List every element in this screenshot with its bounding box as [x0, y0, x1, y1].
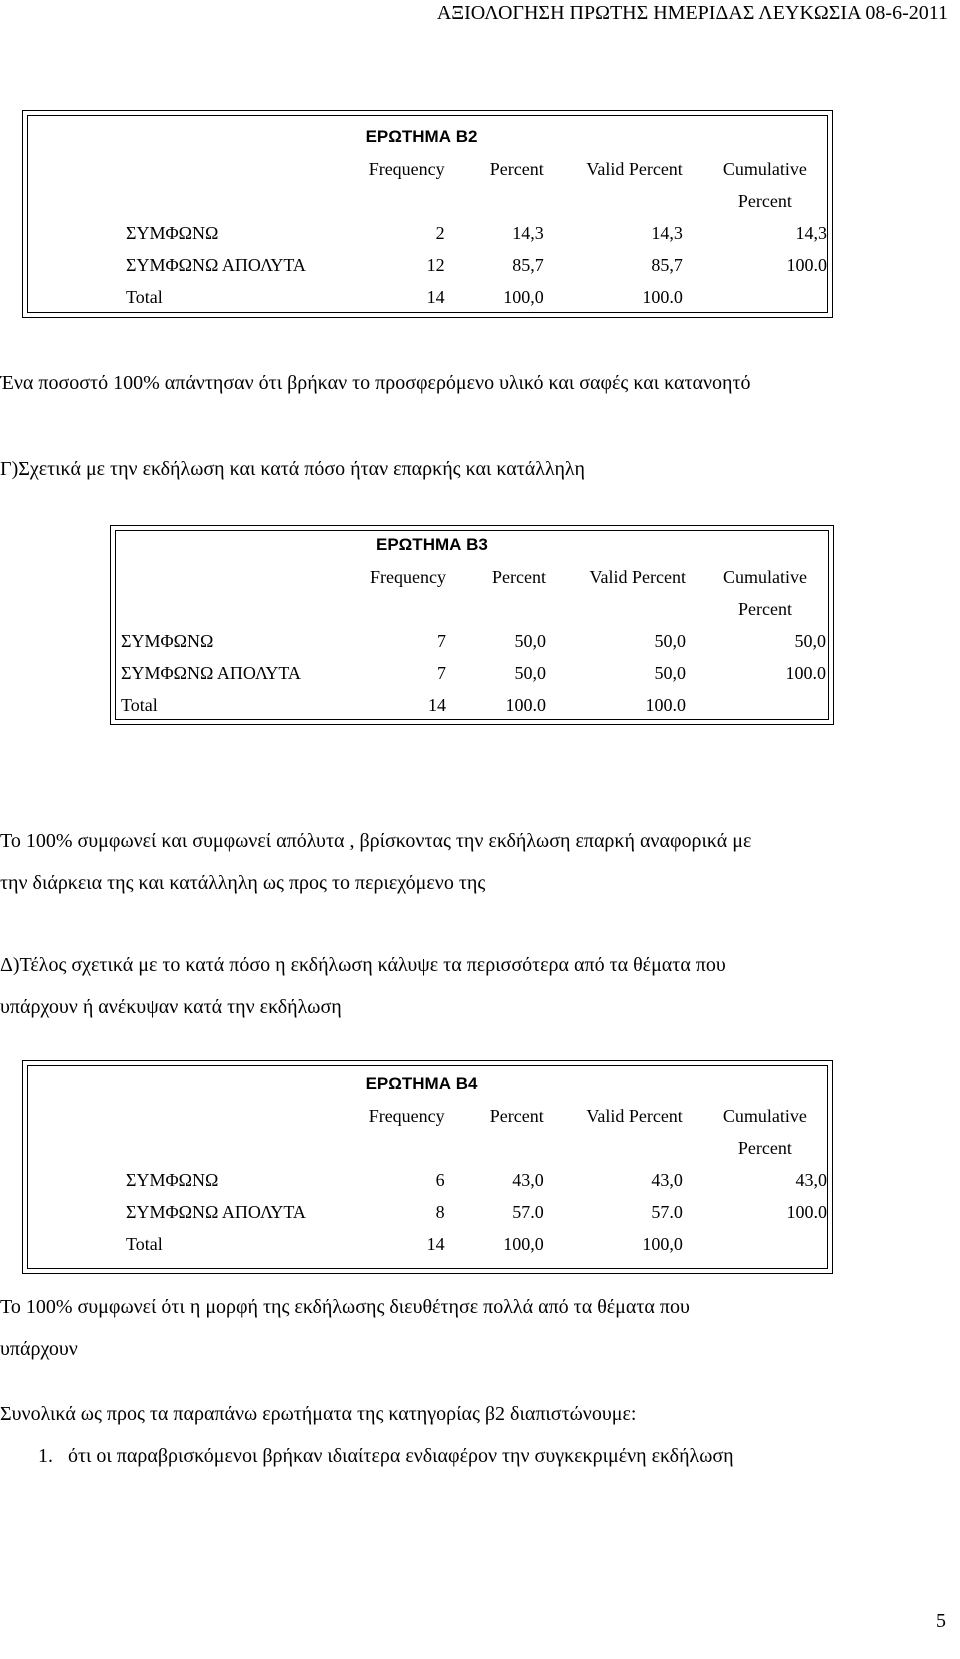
cell-percent: 100.0	[505, 695, 546, 715]
paragraph-section-d-line1: Δ)Τέλος σχετικά με το κατά πόσο η εκδήλωση κάλυψε τα περισσότερα από τα θέματα που	[0, 954, 726, 976]
col-header-cumulative-percent: Percent	[738, 599, 792, 619]
row-label: ΣΥΜΦΩΝΩ ΑΠΟΛΥΤΑ	[126, 1202, 306, 1222]
paragraph-section-d-line2: υπάρχουν ή ανέκυψαν κατά την εκδήλωση	[0, 996, 342, 1018]
cell-frequency: 12	[426, 255, 445, 275]
cell-valid-percent: 57.0	[651, 1202, 683, 1222]
table-row	[121, 657, 826, 689]
paragraph-overall-summary: Συνολικά ως προς τα παραπάνω ερωτήματα της κατηγορίας β2 διαπιστώνουμε:	[0, 1403, 637, 1425]
table-title: ΕΡΩΤΗΜΑ Β2	[365, 127, 478, 146]
cell-cumulative	[686, 689, 826, 721]
cell-frequency: 14	[426, 287, 445, 307]
cell-frequency: 8	[435, 1202, 445, 1222]
table-row	[121, 689, 826, 721]
table-row	[126, 249, 827, 281]
col-header-cumulative-percent: Percent	[737, 1138, 792, 1158]
paragraph-b4-summary-line2: υπάρχουν	[0, 1338, 78, 1360]
paragraph-b3-summary-line1: Το 100% συμφωνεί και συμφωνεί απόλυτα , βρίσκοντας την εκδήλωση επαρκή αναφορικά με	[0, 830, 752, 852]
list-item	[38, 1435, 734, 1477]
col-header-valid-percent: Valid Percent	[586, 159, 683, 179]
row-label: ΣΥΜΦΩΝΩ	[121, 631, 214, 651]
cell-cumulative: 14,3	[795, 223, 827, 243]
cell-frequency: 7	[437, 663, 446, 683]
table-b3	[110, 525, 834, 725]
col-header-cumulative: Cumulative	[722, 1106, 807, 1126]
row-label: ΣΥΜΦΩΝΩ	[126, 223, 219, 243]
col-header-percent: Percent	[489, 159, 544, 179]
cell-cumulative	[683, 281, 827, 313]
cell-frequency: 14	[428, 695, 446, 715]
page-number: 5	[936, 1610, 946, 1632]
col-header-cumulative: Cumulative	[722, 159, 807, 179]
row-label: Total	[121, 695, 158, 715]
cell-frequency: 2	[435, 223, 445, 243]
cell-cumulative: 43,0	[795, 1170, 827, 1190]
col-header-valid-percent: Valid Percent	[589, 567, 686, 587]
cell-valid-percent: 100,0	[642, 1234, 683, 1254]
cell-valid-percent: 50,0	[654, 663, 686, 683]
table-title: ΕΡΩΤΗΜΑ Β4	[365, 1074, 478, 1093]
col-header-frequency: Frequency	[368, 1106, 445, 1126]
cell-valid-percent: 85,7	[651, 255, 683, 275]
list-item-number: 1.	[38, 1445, 53, 1467]
paragraph-b2-summary: Ένα ποσοστό 100% απάντησαν ότι βρήκαν το προσφερόμενο υλικό και σαφές και κατανοητό	[0, 372, 751, 394]
cell-frequency: 7	[437, 631, 446, 651]
cell-frequency: 14	[426, 1234, 445, 1254]
cell-valid-percent: 100.0	[645, 695, 686, 715]
cell-percent: 43,0	[512, 1170, 544, 1190]
row-label: Total	[126, 1234, 163, 1254]
cell-percent: 50,0	[514, 663, 546, 683]
col-header-valid-percent: Valid Percent	[586, 1106, 683, 1126]
col-header-percent: Percent	[489, 1106, 544, 1126]
document-header-title: ΑΞΙΟΛΟΓΗΣΗ ΠΡΩΤΗΣ ΗΜΕΡΙΔΑΣ ΛΕΥΚΩΣΙΑ 08-6-2011	[436, 2, 948, 24]
cell-valid-percent: 100.0	[642, 287, 683, 307]
col-header-frequency: Frequency	[368, 159, 445, 179]
cell-valid-percent: 50,0	[654, 631, 686, 651]
col-header-cumulative: Cumulative	[723, 567, 807, 587]
cell-percent: 14,3	[512, 223, 544, 243]
table-row	[126, 1164, 827, 1196]
table-row	[121, 625, 826, 657]
table-row	[126, 217, 827, 249]
col-header-frequency: Frequency	[370, 567, 446, 587]
cell-cumulative: 100.0	[786, 1202, 827, 1222]
col-header-cumulative-percent: Percent	[737, 191, 792, 211]
row-label: ΣΥΜΦΩΝΩ ΑΠΟΛΥΤΑ	[126, 255, 306, 275]
row-label: Total	[126, 287, 163, 307]
cell-percent: 85,7	[512, 255, 544, 275]
cell-valid-percent: 43,0	[651, 1170, 683, 1190]
cell-percent: 100,0	[503, 287, 544, 307]
paragraph-b4-summary-line1: Το 100% συμφωνεί ότι η μορφή της εκδήλωσης διευθέτησε πολλά από τα θέματα που	[0, 1296, 690, 1318]
table-b2	[22, 110, 833, 318]
paragraph-b3-summary-line2: την διάρκεια της και κατάλληλη ως προς το περιεχόμενο της	[0, 872, 486, 894]
table-title: ΕΡΩΤΗΜΑ Β3	[376, 535, 488, 554]
col-header-percent: Percent	[492, 567, 546, 587]
table-row	[126, 1228, 827, 1260]
table-b4	[22, 1060, 833, 1274]
cell-cumulative: 100.0	[786, 255, 827, 275]
table-row	[126, 1196, 827, 1228]
cell-percent: 50,0	[514, 631, 546, 651]
cell-percent: 100,0	[503, 1234, 544, 1254]
cell-valid-percent: 14,3	[651, 223, 683, 243]
cell-cumulative: 50,0	[794, 631, 826, 651]
cell-frequency: 6	[435, 1170, 445, 1190]
cell-cumulative: 100.0	[785, 663, 826, 683]
list-item-text: ότι οι παραβρισκόμενοι βρήκαν ιδιαίτερα ενδιαφέρον την συγκεκριμένη εκδήλωση	[68, 1445, 734, 1467]
table-b4-grid	[126, 1068, 827, 1260]
row-label: ΣΥΜΦΩΝΩ ΑΠΟΛΥΤΑ	[121, 663, 301, 683]
cell-percent: 57.0	[512, 1202, 544, 1222]
cell-cumulative	[683, 1228, 827, 1260]
table-b2-grid	[126, 121, 827, 313]
table-row	[126, 281, 827, 313]
row-label: ΣΥΜΦΩΝΩ	[126, 1170, 219, 1190]
table-b3-grid	[121, 529, 826, 721]
paragraph-section-c: Γ)Σχετικά με την εκδήλωση και κατά πόσο ήταν επαρκής και κατάλληλη	[0, 458, 585, 480]
